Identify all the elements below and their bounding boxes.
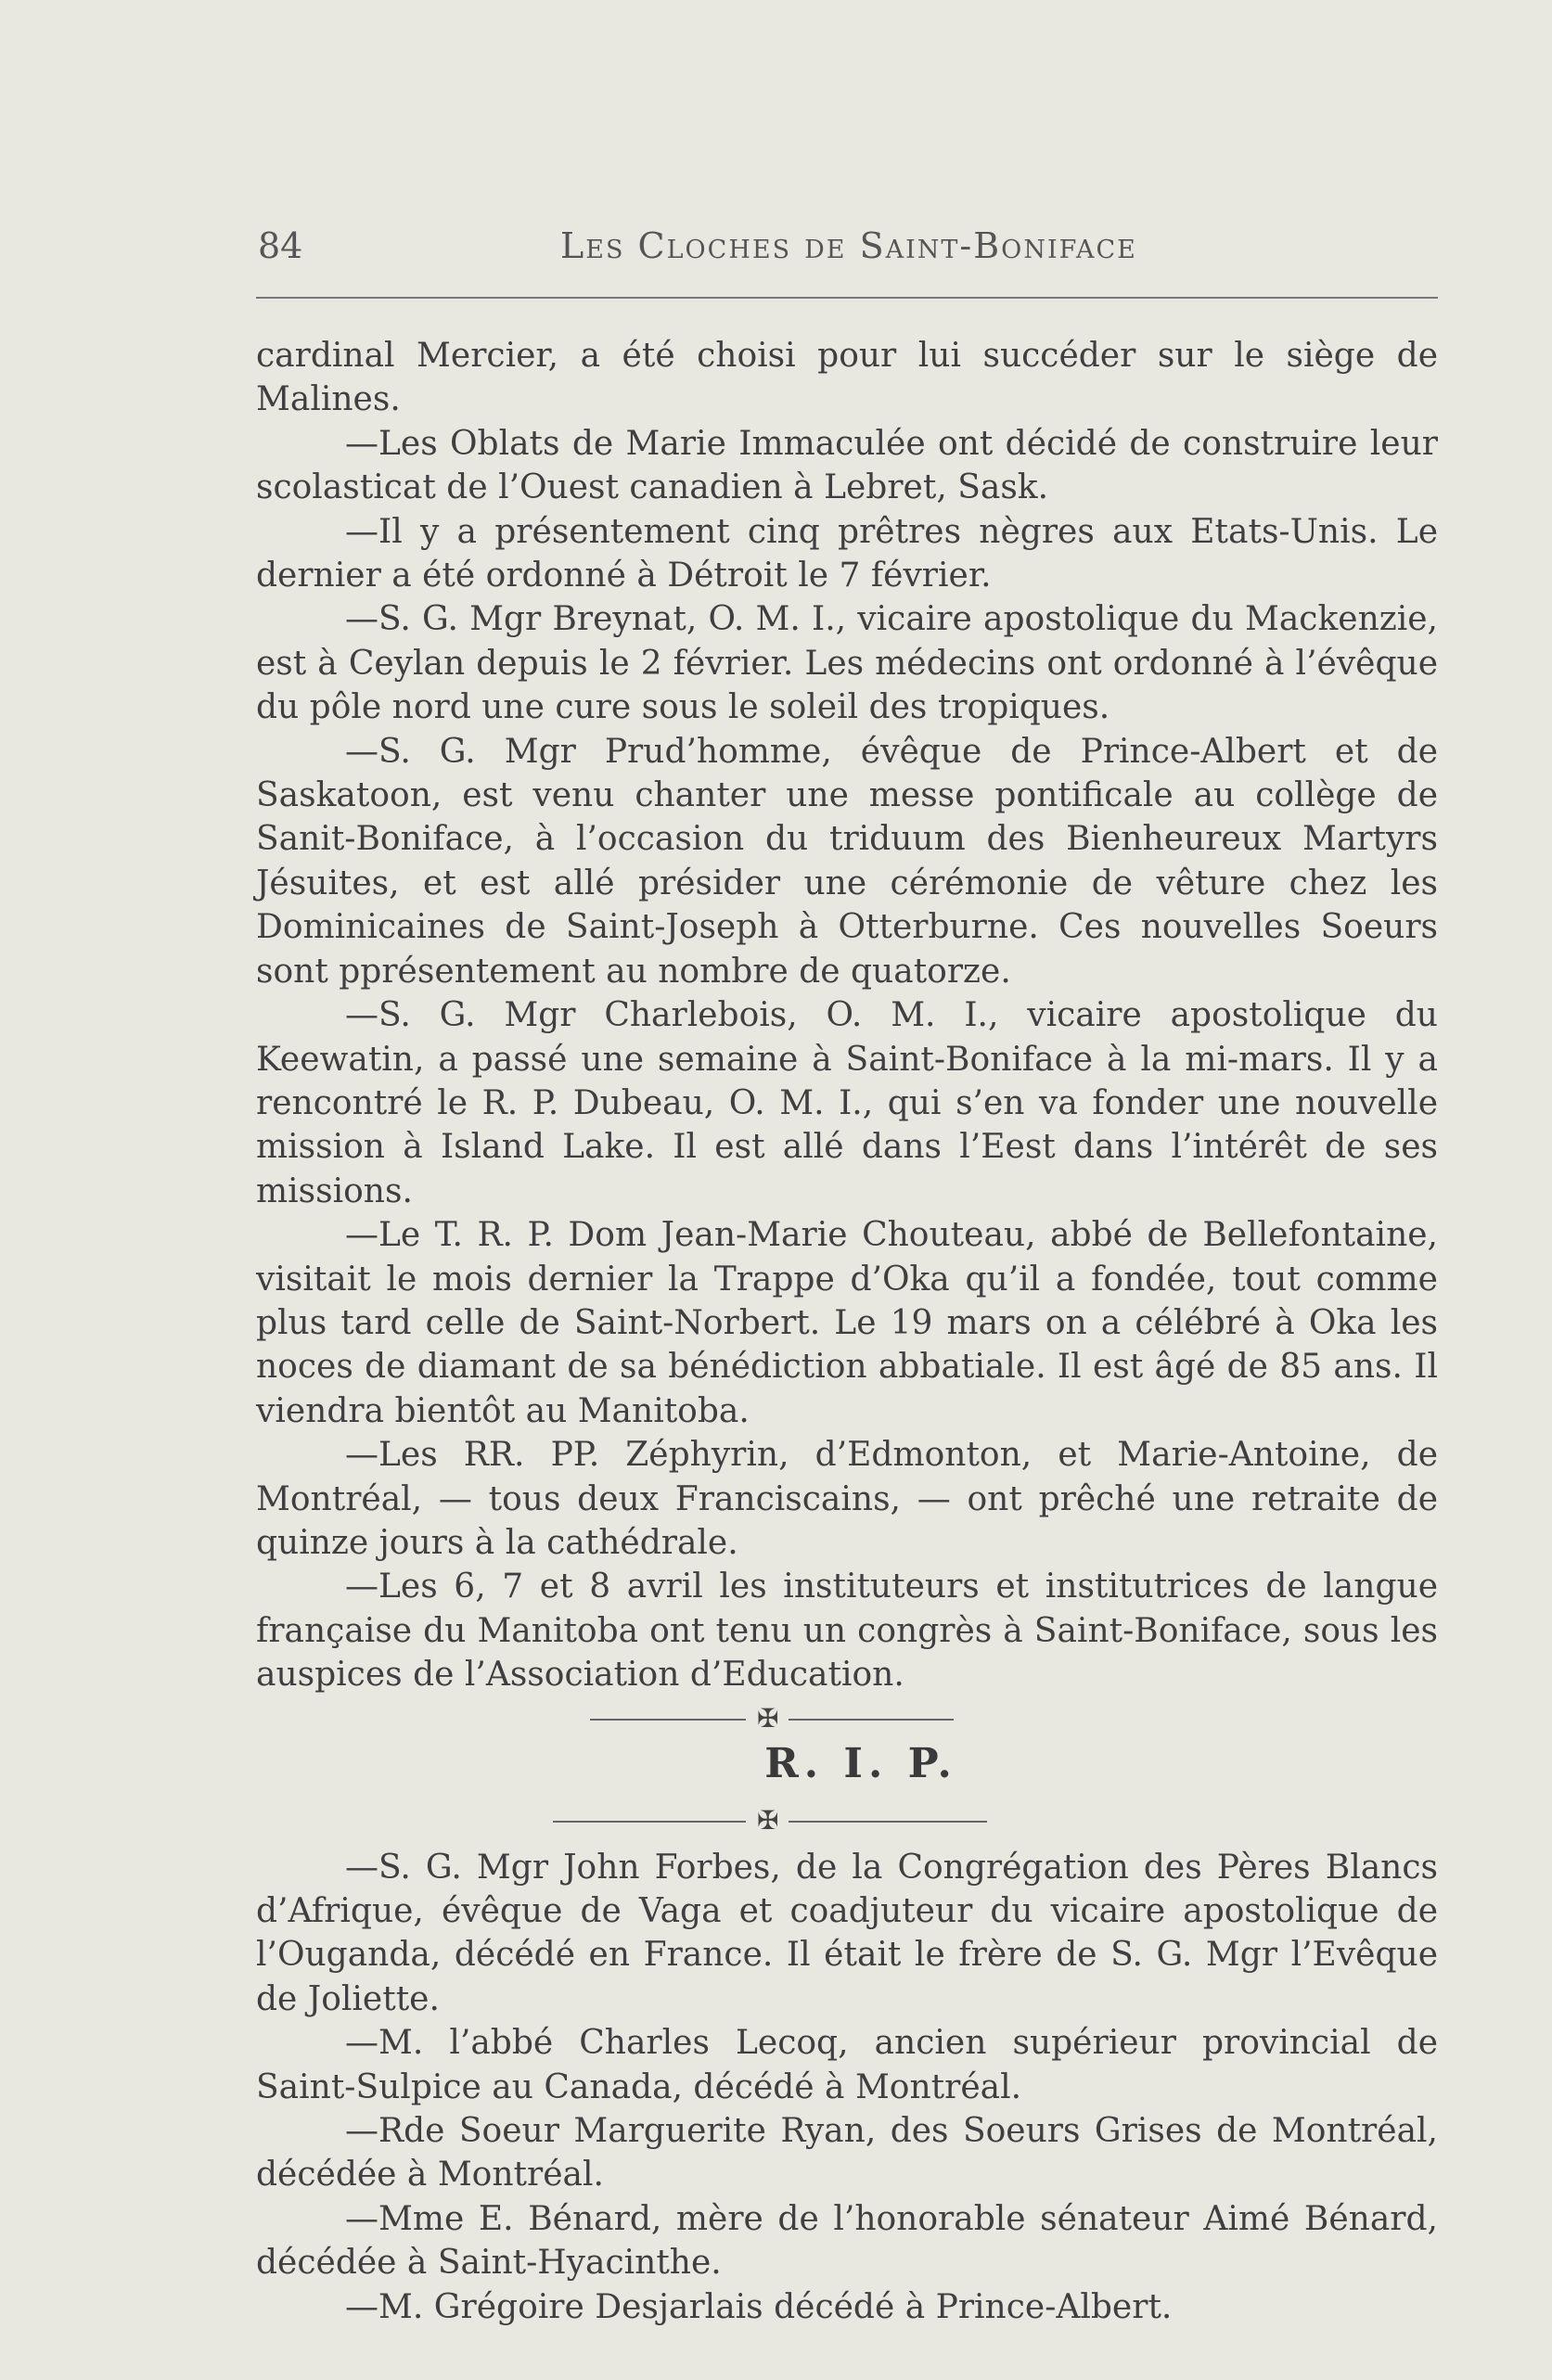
obituary-entry: —Rde Soeur Marguerite Ryan, des Soeurs Grises de Montréal, décédée à Montréal.: [256, 2112, 1438, 2194]
paragraph: —Il y a présentement cinq prêtres nègres aux Etats-Unis. Le dernier a été ordonné à Détroit le 7 février.: [256, 512, 1438, 595]
ornament-top: [590, 1702, 961, 1734]
page-number: 84: [258, 225, 303, 266]
rip-title: R. I. P.: [764, 1739, 957, 1787]
paragraph: —Le T. R. P. Dom Jean-Marie Chouteau, abbé de Bellefontaine, visitait le mois dernier la Trappe d’Oka qu’il a fondée, tout comme plus tard celle de Saint-Norbert. Le 19 mars on a célébré à Oka les noces de diamant de sa bénédiction abbatiale. Il est âgé de 85 ans. Il viendra bientôt au Manitoba.: [256, 1216, 1438, 1430]
paragraph: —S. G. Mgr Breynat, O. M. I., vicaire apostolique du Mackenzie, est à Ceylan depuis le 2 février. Les médecins ont ordonné à l’évêque du pôle nord une cure sous le soleil des tropiques.: [256, 600, 1438, 727]
obituary-entry: —M. Grégoire Desjarlais décédé à Prince-Albert.: [345, 2287, 1173, 2326]
header-rule: [256, 297, 1438, 299]
running-head: [256, 223, 1438, 278]
paragraph: cardinal Mercier, a été choisi pour lui succéder sur le siège de Malines.: [256, 337, 1438, 419]
paragraph: —Les RR. PP. Zéphyrin, d’Edmonton, et Marie-Antoine, de Montréal, — tous deux Franciscains, — ont prêché une retraite de quinze jours à la cathédrale.: [256, 1436, 1438, 1562]
ornament-bottom: [553, 1804, 998, 1836]
obituary-entry: —Mme E. Bénard, mère de l’honorable sénateur Aimé Bénard, décédée à Saint-Hyacinthe.: [256, 2199, 1438, 2283]
cross-icon: ✠: [757, 1804, 779, 1836]
paragraph: —S. G. Mgr Prud’homme, évêque de Prince-Albert et de Saskatoon, est venu chanter une messe pontificale au collège de Sanit-Boniface, à l’occasion du triduum des Bienheureux Martyrs Jésuites, et est allé présider une cérémonie de vêture chez les Dominicaines de Saint-Joseph à Otterburne. Ces nouvelles Soeurs sont pprésentement au nombre de quatorze.: [256, 732, 1438, 991]
paragraph: —Les 6, 7 et 8 avril les instituteurs et institutrices de langue française du Manitoba ont tenu un congrès à Saint-Boniface, sous les auspices de l’Association d’Education.: [256, 1567, 1438, 1695]
body-text: [256, 334, 1438, 2329]
rip-section-heading: [256, 1703, 1438, 1842]
running-title: Les Cloches de Saint-Boniface: [560, 225, 1137, 266]
cross-icon: ✠: [757, 1702, 779, 1734]
obituary-entry: —M. l’abbé Charles Lecoq, ancien supérieur provincial de Saint-Sulpice au Canada, décédé à Montréal.: [256, 2024, 1438, 2106]
paragraph: —S. G. Mgr Charlebois, O. M. I., vicaire apostolique du Keewatin, a passé une semaine à Saint-Boniface à la mi-mars. Il y a rencontré le R. P. Dubeau, O. M. I., qui s’en va fonder une nouvelle mission à Island Lake. Il est allé dans l’Eest dans l’intérêt de ses missions.: [256, 996, 1438, 1210]
obituary-entry: —S. G. Mgr John Forbes, de la Congrégation des Pères Blancs d’Afrique, évêque de Vaga et coadjuteur du vicaire apostolique de l’Ouganda, décédé en France. Il était le frère de S. G. Mgr l’Evêque de Joliette.: [256, 1848, 1438, 2018]
paragraph: —Les Oblats de Marie Immaculée ont décidé de construire leur scolasticat de l’Ouest canadien à Lebret, Sask.: [256, 424, 1438, 507]
